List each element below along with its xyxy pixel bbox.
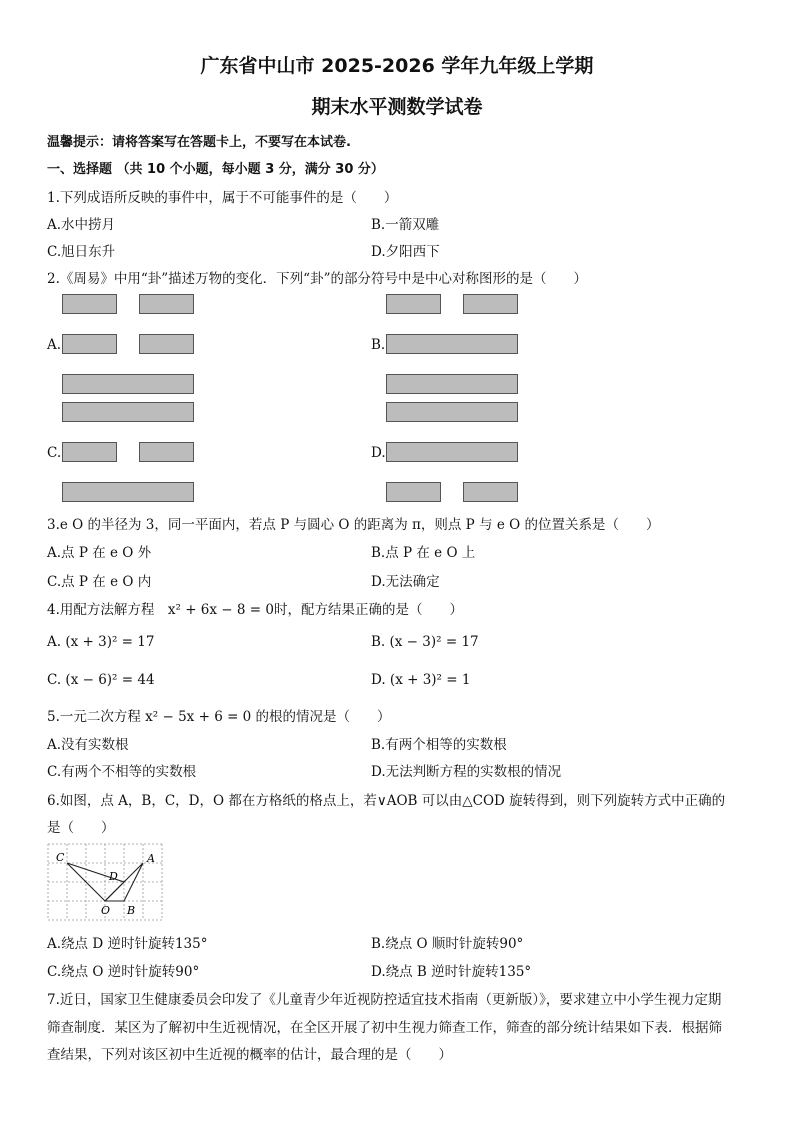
q5-option-b: B.有两个相等的实数根 bbox=[371, 737, 507, 753]
q6-grid-figure bbox=[46, 842, 166, 926]
q3-option-d: D.无法确定 bbox=[371, 574, 440, 590]
page-title-line2: 期末水平测数学试卷 bbox=[311, 96, 483, 118]
q3-option-c: C.点 P 在 e O 内 bbox=[47, 574, 152, 590]
page-title-line1: 广东省中山市 2025-2026 学年九年级上学期 bbox=[200, 55, 594, 77]
q2-option-d-label: D. bbox=[371, 445, 386, 461]
q1-option-a: A.水中捞月 bbox=[47, 217, 116, 233]
q6-option-d: D.绕点 B 逆时针旋转135° bbox=[371, 964, 532, 980]
question-6-stem-line1: 6.如图，点 A，B，C，D，O 都在方格纸的格点上，若∨AOB 可以由△COD 旋转得到，则下列旋转方式中正确的 bbox=[47, 793, 726, 809]
label-c: C bbox=[56, 851, 65, 864]
question-7-line2: 筛查制度．某区为了解初中生近视情况，在全区开展了初中生视力筛查工作，筛查的部分统计结果如下表．根据筛 bbox=[47, 1020, 722, 1036]
label-d: D bbox=[109, 870, 118, 883]
q4-option-a: A. (x + 3)² = 17 bbox=[47, 634, 155, 650]
question-6-stem-line2: 是（ ） bbox=[47, 820, 115, 836]
question-1-stem: 1.下列成语所反映的事件中，属于不可能事件的是（ ） bbox=[47, 190, 398, 206]
question-2-stem: 2.《周易》中用“卦”描述万物的变化．下列“卦”的部分符号中是中心对称图形的是（ ） bbox=[47, 271, 587, 287]
q1-option-d: D.夕阳西下 bbox=[371, 244, 440, 260]
q6-option-a: A.绕点 D 逆时针旋转135° bbox=[47, 936, 208, 952]
q4-option-d: D. (x + 3)² = 1 bbox=[371, 672, 471, 688]
label-b: B bbox=[127, 904, 136, 917]
notice: 温馨提示：请将答案写在答题卡上，不要写在本试卷. bbox=[47, 135, 351, 150]
q5-option-c: C.有两个不相等的实数根 bbox=[47, 764, 197, 780]
q1-option-c: C.旭日东升 bbox=[47, 244, 116, 260]
q3-option-b: B.点 P 在 e O 上 bbox=[371, 545, 476, 561]
question-3-stem: 3.e O 的半径为 3，同一平面内，若点 P 与圆心 O 的距离为 π，则点 P 与 e O 的位置关系是（ ） bbox=[47, 517, 660, 533]
label-a: A bbox=[147, 852, 155, 865]
question-7-line3: 查结果，下列对该区初中生近视的概率的估计，最合理的是（ ） bbox=[47, 1047, 452, 1063]
label-o: O bbox=[101, 904, 111, 917]
question-7-line1: 7.近日，国家卫生健康委员会印发了《儿童青少年近视防控适宜技术指南（更新版）》，要求建立中小学生视力定期 bbox=[47, 992, 722, 1008]
q5-option-a: A.没有实数根 bbox=[47, 737, 129, 753]
section-heading: 一、选择题 （共 10 个小题，每小题 3 分，满分 30 分） bbox=[47, 162, 384, 177]
q6-option-b: B.绕点 O 顺时针旋转90° bbox=[371, 936, 524, 952]
q4-option-c: C. (x − 6)² = 44 bbox=[47, 672, 155, 688]
q4-option-b: B. (x − 3)² = 17 bbox=[371, 634, 479, 650]
q2-option-c-label: C. bbox=[47, 445, 62, 461]
q3-option-a: A.点 P 在 e O 外 bbox=[47, 545, 152, 561]
q5-option-d: D.无法判断方程的实数根的情况 bbox=[371, 764, 562, 780]
q6-option-c: C.绕点 O 逆时针旋转90° bbox=[47, 964, 200, 980]
question-5-stem: 5.一元二次方程 x² − 5x + 6 = 0 的根的情况是（ ） bbox=[47, 709, 391, 725]
q2-option-b-label: B. bbox=[371, 337, 386, 353]
question-4-stem: 4.用配方法解方程 x² + 6x − 8 = 0时，配方结果正确的是（ ） bbox=[47, 602, 463, 618]
q1-option-b: B.一箭双雕 bbox=[371, 217, 440, 233]
q2-option-a-label: A. bbox=[47, 337, 62, 353]
